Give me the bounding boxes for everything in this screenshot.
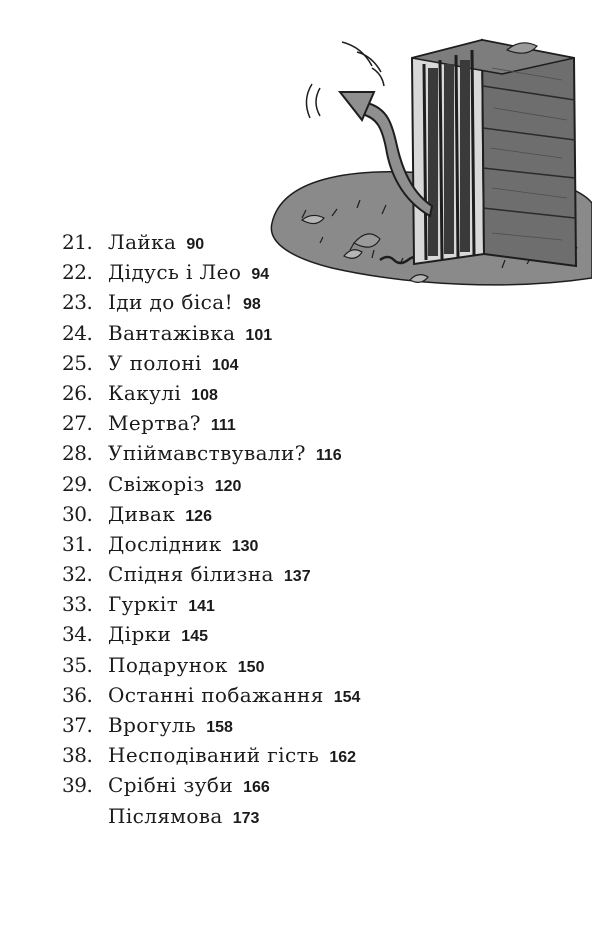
toc-entry[interactable] (62, 562, 582, 592)
chapter-number: 23. (62, 290, 93, 315)
toc-entry[interactable] (62, 683, 582, 713)
chapter-title: Врогуль (108, 713, 197, 737)
chapter-title: Мертва? (108, 411, 201, 436)
chapter-number: 34. (62, 622, 93, 647)
page-number: 120 (214, 477, 242, 495)
page-number: 111 (210, 417, 236, 435)
toc-entry[interactable] (62, 411, 582, 441)
chapter-number: 32. (62, 562, 93, 587)
toc-entry[interactable] (62, 773, 582, 803)
toc-entry[interactable] (62, 381, 582, 411)
chapter-number: 25. (62, 350, 93, 375)
chapter-number: 39. (62, 773, 93, 798)
chapter-number: 31. (62, 531, 93, 556)
page-number: 154 (333, 688, 361, 706)
toc-entry[interactable] (62, 502, 582, 532)
chapter-title: Дивак (108, 501, 176, 526)
page-number: 158 (206, 719, 233, 736)
chapter-number: 36. (62, 682, 93, 707)
page-number: 150 (237, 658, 265, 676)
chapter-title: Вантажівка (108, 320, 236, 345)
chapter-title: Гуркіт (108, 592, 179, 617)
toc-entry[interactable] (62, 472, 582, 502)
chapter-title: Какулі (108, 380, 182, 405)
page-number: 141 (188, 598, 215, 616)
chapter-title: Лайка (108, 230, 177, 254)
chapter-number: 26. (62, 380, 93, 405)
chapter-number: 38. (62, 743, 93, 768)
toc-entry-afterword[interactable] (62, 804, 582, 834)
chapter-title: Іди до біса! (108, 290, 234, 315)
chapter-number: 21. (62, 230, 93, 254)
page-number: 166 (243, 779, 270, 797)
chapter-number: 29. (62, 471, 93, 496)
toc-entry[interactable] (62, 260, 582, 290)
page-number: 173 (232, 809, 260, 827)
chapter-title: Дідусь і Лео (108, 260, 242, 285)
toc-entry[interactable] (62, 743, 582, 773)
toc-entry[interactable] (62, 290, 582, 320)
toc-entry[interactable] (62, 653, 582, 683)
chapter-title: Подарунок (108, 652, 228, 677)
chapter-title: Несподіваний гість (108, 743, 320, 768)
page-number: 137 (283, 568, 311, 586)
page-number: 101 (245, 326, 273, 344)
page-number: 104 (211, 356, 239, 374)
chapter-number: 28. (62, 441, 93, 466)
chapter-title: Упіймавствували? (108, 441, 306, 466)
chapter-number: 33. (62, 592, 93, 617)
chapter-number: 22. (62, 260, 93, 285)
chapter-title: Останні побажання (108, 682, 324, 707)
page-number: 108 (191, 386, 218, 404)
page-number: 145 (181, 628, 208, 646)
chapter-number: 35. (62, 652, 93, 677)
chapter-title: Свіжоріз (108, 471, 205, 496)
chapter-number: 30. (62, 501, 93, 526)
toc-entry[interactable] (62, 321, 582, 351)
toc-entry[interactable] (62, 592, 582, 622)
table-of-contents (62, 230, 582, 834)
chapter-title: Спідня білизна (108, 562, 274, 587)
chapter-title: Дірки (108, 622, 172, 647)
page-number: 98 (243, 296, 261, 314)
chapter-number: 24. (62, 320, 93, 345)
toc-entry[interactable] (62, 713, 582, 743)
chapter-number: 27. (62, 411, 93, 436)
toc-entry[interactable] (62, 532, 582, 562)
chapter-title: Срібні зуби (108, 773, 234, 798)
chapter-title: Дослідник (108, 531, 222, 556)
chapter-number: 37. (62, 713, 93, 737)
page-number: 116 (315, 447, 342, 465)
toc-entry[interactable] (62, 351, 582, 381)
page-number: 130 (231, 537, 259, 555)
page-number: 162 (329, 749, 357, 767)
page-number: 90 (186, 236, 205, 253)
page-number: 94 (251, 266, 270, 284)
chapter-title: Післямова (108, 803, 223, 828)
toc-entry[interactable] (62, 441, 582, 471)
toc-entry[interactable] (62, 230, 582, 260)
page-number: 126 (185, 507, 212, 525)
toc-entry[interactable] (62, 622, 582, 652)
chapter-title: У полоні (108, 350, 202, 375)
